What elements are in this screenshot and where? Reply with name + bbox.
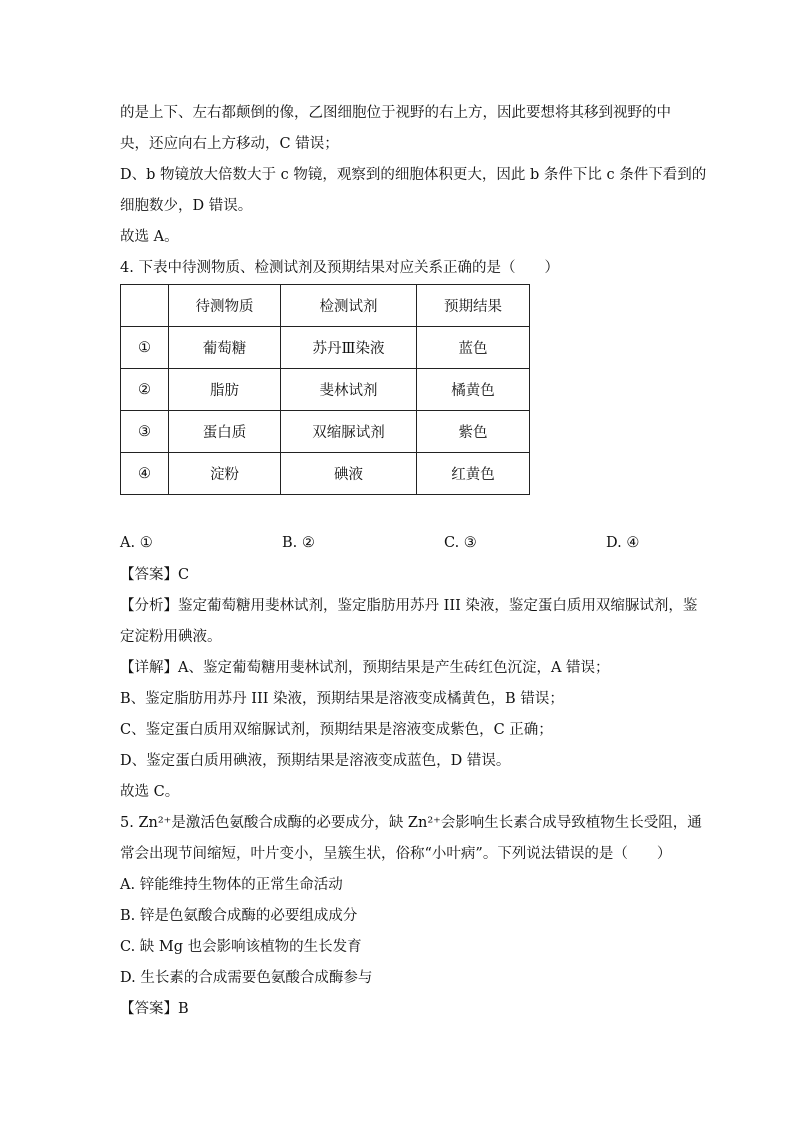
table-header-cell: 检测试剂 (281, 285, 417, 327)
table-cell: 碘液 (281, 453, 417, 495)
table-cell: 紫色 (417, 411, 530, 453)
question-5-stem-line-1: 5. Zn²⁺是激活色氨酸合成酶的必要成分，缺 Zn²⁺会影响生长素合成导致植物生长受阻，通 (120, 815, 702, 831)
question-4-detail-line-1: 【详解】A、鉴定葡萄糖用斐林试剂，预期结果是产生砖红色沉淀，A 错误； (120, 660, 610, 676)
table-cell: 苏丹Ⅲ染液 (281, 327, 417, 369)
table-cell: ④ (121, 453, 169, 495)
prev-explanation-line-2: 央，还应向右上方移动，C 错误； (120, 136, 339, 152)
question-4-conclusion: 故选 C。 (120, 784, 180, 800)
option-b: B. ② (282, 535, 315, 551)
question-5-option-b: B. 锌是色氨酸合成酶的必要组成成分 (120, 908, 358, 924)
table-cell: 红黄色 (417, 453, 530, 495)
option-c: C. ③ (444, 535, 477, 551)
question-4-detail-line-2: B、鉴定脂肪用苏丹 III 染液，预期结果是溶液变成橘黄色，B 错误； (120, 691, 564, 707)
table-header-row (121, 285, 530, 327)
table-cell: 淀粉 (169, 453, 281, 495)
prev-explanation-line-1: 的是上下、左右都颠倒的像，乙图细胞位于视野的右上方，因此要想将其移到视野的中 (120, 105, 671, 121)
table-cell: 双缩脲试剂 (281, 411, 417, 453)
question-5-option-d: D. 生长素的合成需要色氨酸合成酶参与 (120, 970, 373, 986)
question-4-detail-line-3: C、鉴定蛋白质用双缩脲试剂，预期结果是溶液变成紫色，C 正确； (120, 722, 553, 738)
question-4-answer: 【答案】C (120, 567, 190, 583)
table-cell: 斐林试剂 (281, 369, 417, 411)
question-4-analysis-line-1: 【分析】鉴定葡萄糖用斐林试剂，鉴定脂肪用苏丹 III 染液，鉴定蛋白质用双缩脲试剂，鉴 (120, 598, 698, 614)
table-row (121, 453, 530, 495)
question-5-option-a: A. 锌能维持生物体的正常生命活动 (120, 877, 343, 893)
option-d: D. ④ (606, 535, 640, 551)
table-header-cell: 待测物质 (169, 285, 281, 327)
table-header-cell (121, 285, 169, 327)
table-cell: ① (121, 327, 169, 369)
table-cell: ② (121, 369, 169, 411)
reagent-table (120, 284, 530, 495)
question-4-detail-line-4: D、鉴定蛋白质用碘液，预期结果是溶液变成蓝色，D 错误。 (120, 753, 511, 769)
table-cell: ③ (121, 411, 169, 453)
table-cell: 蓝色 (417, 327, 530, 369)
question-5-option-c: C. 缺 Mg 也会影响该植物的生长发育 (120, 939, 362, 955)
table-row (121, 369, 530, 411)
table-header-cell: 预期结果 (417, 285, 530, 327)
table-cell: 蛋白质 (169, 411, 281, 453)
table-cell: 橘黄色 (417, 369, 530, 411)
question-5-answer: 【答案】B (120, 1001, 189, 1017)
question-4-stem: 4. 下表中待测物质、检测试剂及预期结果对应关系正确的是（ ） (120, 260, 559, 276)
table-row (121, 327, 530, 369)
question-5-stem-line-2: 常会出现节间缩短，叶片变小，呈簇生状，俗称“小叶病”。下列说法错误的是（ ） (120, 846, 672, 862)
prev-conclusion: 故选 A。 (120, 229, 179, 245)
prev-explanation-line-4: 细胞数少，D 错误。 (120, 198, 253, 214)
prev-explanation-line-3: D、b 物镜放大倍数大于 c 物镜，观察到的细胞体积更大，因此 b 条件下比 c 条件下看到的 (120, 167, 707, 183)
table-cell: 葡萄糖 (169, 327, 281, 369)
question-4-analysis-line-2: 定淀粉用碘液。 (120, 629, 222, 645)
option-a: A. ① (120, 535, 153, 551)
table-row (121, 411, 530, 453)
table-cell: 脂肪 (169, 369, 281, 411)
